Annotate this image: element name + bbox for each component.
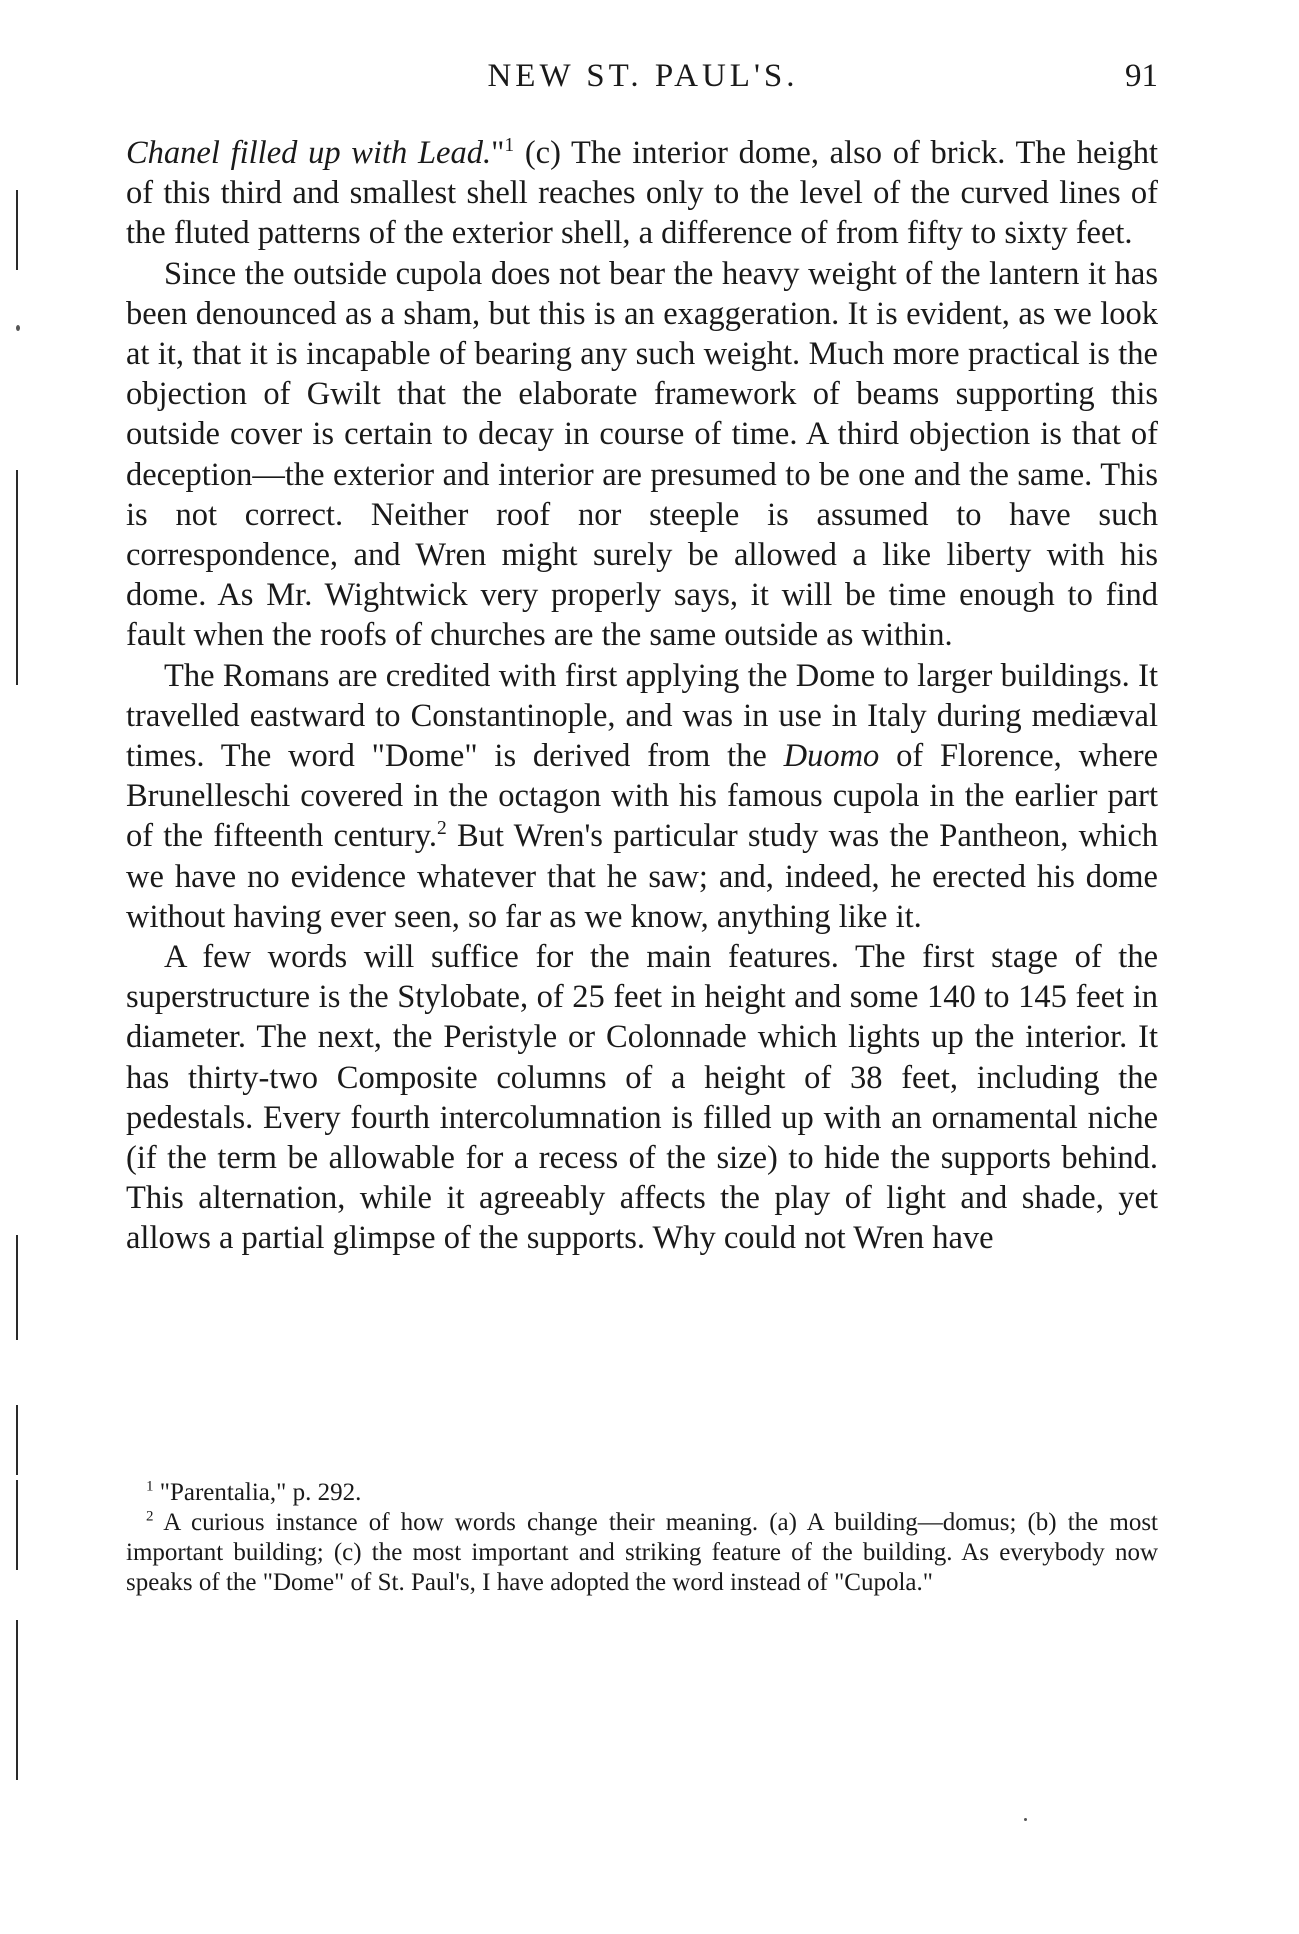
paragraph-text: But Wren's particular study was the Pantheon, which we have no evidence whatever that he saw; and, indeed, he erected his dome without having ever seen, so far as we know, anything like it.: [126, 818, 1158, 935]
closing-quote: ": [491, 135, 505, 171]
page-header: [128, 58, 1158, 98]
scan-margin-mark: [16, 1480, 18, 1570]
footnote-ref: 2: [437, 818, 447, 840]
italic-word: Duomo: [783, 738, 880, 775]
footnote-text: "Parentalia," p. 292.: [153, 1479, 362, 1506]
page-number: 91: [1125, 58, 1158, 94]
footnotes: [126, 1478, 1158, 1598]
paragraph-continuation: [126, 133, 1158, 254]
footnote: [126, 1478, 1158, 1508]
paragraph-text: Since the outside cupola does not bear the heavy weight of the lantern it has been denounced as a sham, but this is an exaggeration. It is evident, as we look at it, that it is incapable of bearing any such weight. Much more practical is the objection of Gwilt that the elaborate framework of beams supporting this outside cover is certain to decay in course of time. A third objection is that of deception—the exterior and interior are presumed to be one and the same. This is not correct. Neither roof nor steeple is assumed to have such correspondence, and Wren might surely be allowed a like liberty with his dome. As Mr. Wightwick very properly says, it will be time enough to find fault when the roofs of churches are the same outside as within.: [126, 255, 1158, 654]
scan-margin-mark: [16, 190, 18, 270]
paragraph-text: of Florence, where Brunelleschi covered in the octagon with his famous cupola in the earlier part of the fifteenth century.: [126, 738, 1158, 855]
footnote: [126, 1508, 1158, 1598]
scan-margin-mark: [16, 1405, 18, 1475]
footnote-ref: 1: [504, 135, 515, 157]
running-title: NEW ST. PAUL'S.: [487, 58, 799, 94]
footnote-marker: 2: [146, 1508, 154, 1525]
paragraph: [126, 254, 1158, 656]
paragraph: [126, 937, 1158, 1259]
scan-margin-mark: [16, 1620, 18, 1780]
paragraph-text: A few words will suffice for the main features. The first stage of the superstructure is the Stylobate, of 25 feet in height and some 140 to 145 feet in diameter. The next, the Peristyle or Colonnade which lights up the interior. It has thirty-two Composite columns of a height of 38 feet, including the pedestals. Every fourth intercolumnation is filled up with an ornamental niche (if the term be allowable for a recess of the size) to hide the supports behind. This alternation, while it agreeably affects the play of light and shade, yet allows a partial glimpse of the supports. Why could not Wren have: [126, 939, 1158, 1257]
italic-phrase: Chanel filled up with Lead.: [126, 135, 492, 171]
scan-margin-mark: [16, 470, 18, 685]
footnote-text: A curious instance of how words change their meaning. (a) A building—domus; (b) the most important building; (c) the most important and striking feature of the building. As everybody now speaks of the "Dome" of St. Paul's, I have adopted the word instead of "Cupola.": [126, 1509, 1158, 1596]
paragraph: [126, 656, 1158, 937]
footnote-marker: 1: [146, 1478, 154, 1495]
body-text: [126, 133, 1158, 1259]
paragraph-text: (c) The interior dome, also of brick. The height of this third and smallest shell reaches only to the level of the curved lines of the fluted patterns of the exterior shell, a difference of from fifty to sixty feet.: [126, 135, 1158, 252]
scan-speck: [16, 325, 20, 331]
paragraph-text: The Romans are credited with first applying the Dome to larger buildings. It travelled eastward to Constantinople, and was in use in Italy during mediæval times. The word "Dome" is derived from the: [126, 657, 1158, 775]
scan-margin-mark: [16, 1235, 18, 1340]
scan-speck: [1024, 1818, 1027, 1821]
